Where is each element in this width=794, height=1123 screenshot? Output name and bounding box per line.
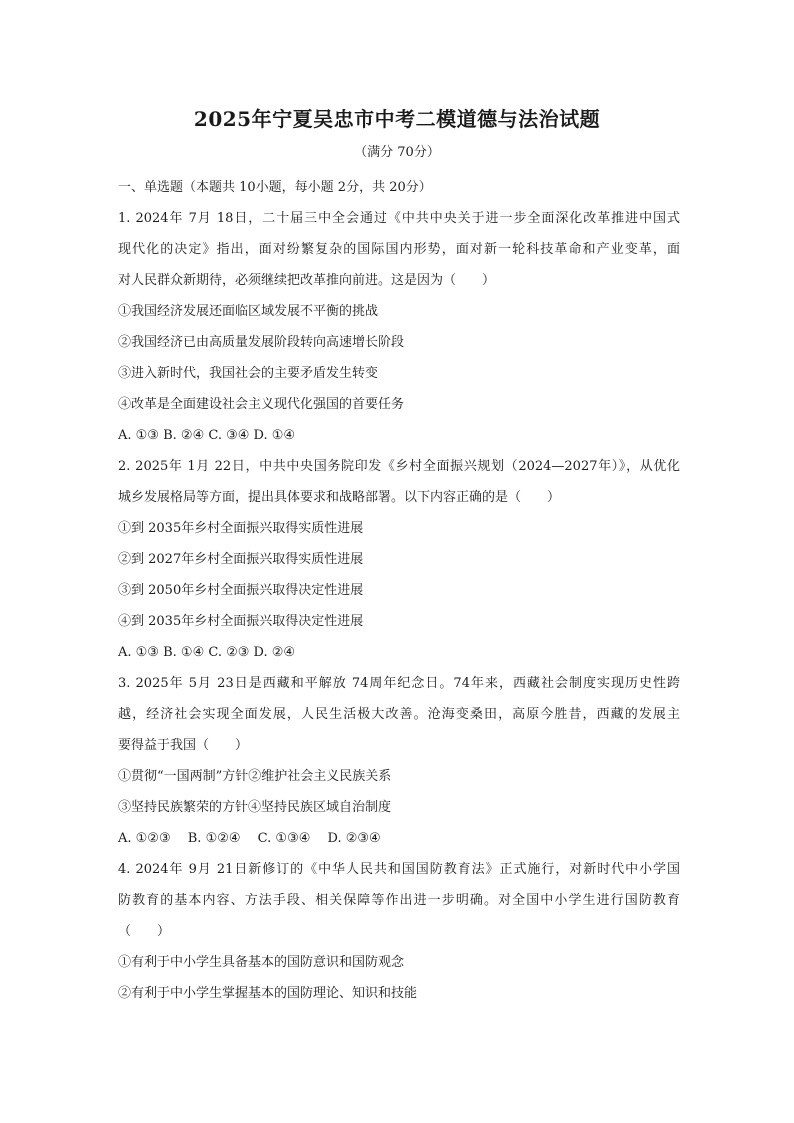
question-content bbox=[118, 172, 680, 1009]
question-4-text: 4. 2024年 9月 21日新修订的《中华人民共和国国防教育法》正式施行，对新时代中小学国 bbox=[118, 862, 680, 877]
question-1-statement: ④改革是全面建设社会主义现代化强国的首要任务 bbox=[118, 397, 405, 412]
question-4-statement: ①有利于中小学生具备基本的国防意识和国防观念 bbox=[118, 955, 405, 970]
question-1-statement: ②我国经济已由高质量发展阶段转向高速增长阶段 bbox=[118, 335, 405, 350]
question-3-text: 要得益于我国（ ） bbox=[118, 738, 249, 753]
question-2-text: 城乡发展格局等方面，提出具体要求和战略部署。以下内容正确的是（ ） bbox=[118, 490, 561, 505]
question-2-text: 2. 2025年 1月 22日，中共中央国务院印发《乡村全面振兴规划（2024—2027年）》，从优化 bbox=[118, 459, 680, 474]
document-title: 2025年宁夏吴忠市中考二模道德与法治试题 bbox=[193, 107, 601, 131]
document-subtitle: （满分 70分） bbox=[354, 145, 440, 160]
question-1-text: 对人民群众新期待，必须继续把改革推向前进。这是因为（ ） bbox=[118, 273, 496, 288]
question-1-text: 1. 2024年 7月 18日，二十届三中全会通过《中共中央关于进一步全面深化改革推进中国式 bbox=[118, 211, 680, 226]
question-1-statement: ③进入新时代，我国社会的主要矛盾发生转变 bbox=[118, 366, 379, 381]
question-1-text: 现代化的决定》指出，面对纷繁复杂的国际国内形势，面对新一轮科技革命和产业变革，面 bbox=[118, 242, 680, 257]
question-3-text: 越，经济社会实现全面发展，人民生活极大改善。沧海变桑田，高原今胜昔，西藏的发展主 bbox=[118, 707, 680, 722]
question-3-statement: ①贯彻“一国两制”方针②维护社会主义民族关系 bbox=[118, 769, 392, 784]
question-2-statement: ③到 2050年乡村全面振兴取得决定性进展 bbox=[118, 583, 364, 598]
question-3-statement: ③坚持民族繁荣的方针④坚持民族区域自治制度 bbox=[118, 800, 392, 815]
question-2-options: A. ①③ B. ①④ C. ②③ D. ②④ bbox=[118, 645, 296, 660]
section-heading: 一、单选题（本题共 10小题，每小题 2分，共 20分） bbox=[118, 180, 432, 195]
question-1-statement: ①我国经济发展还面临区域发展不平衡的挑战 bbox=[118, 304, 379, 319]
question-2-statement: ①到 2035年乡村全面振兴取得实质性进展 bbox=[118, 521, 364, 536]
question-2-statement: ②到 2027年乡村全面振兴取得实质性进展 bbox=[118, 552, 364, 567]
question-4-statement: ②有利于中小学生掌握基本的国防理论、知识和技能 bbox=[118, 986, 418, 1001]
question-3-options: A. ①②③ B. ①②④ C. ①③④ D. ②③④ bbox=[118, 831, 381, 846]
question-4-text: 防教育的基本内容、方法手段、相关保障等作出进一步明确。对全国中小学生进行国防教育 bbox=[118, 893, 680, 908]
question-2-statement: ④到 2035年乡村全面振兴取得决定性进展 bbox=[118, 614, 364, 629]
question-4-text: （ ） bbox=[118, 924, 171, 939]
question-3-text: 3. 2025年 5月 23日是西藏和平解放 74周年纪念日。74年来，西藏社会制度实现历史性跨 bbox=[118, 676, 680, 691]
question-1-options: A. ①③ B. ②④ C. ③④ D. ①④ bbox=[118, 428, 296, 443]
